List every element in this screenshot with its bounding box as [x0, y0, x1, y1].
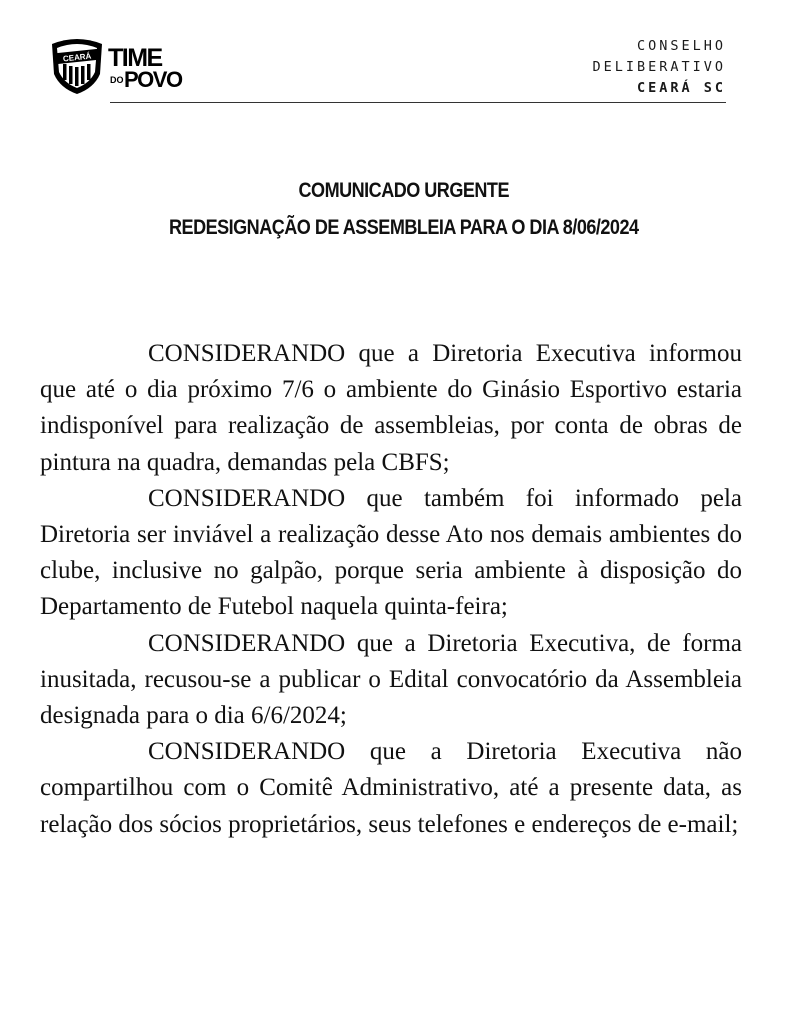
document-body — [40, 336, 742, 843]
logo-title: TIME — [108, 44, 162, 72]
logo-small-word: DO — [110, 75, 124, 85]
paragraph: CONSIDERANDO que também foi informado pela Diretoria ser inviável a realização desse Ato nos demais ambientes do clube, inclusive no galpão, porque seria ambiente à disposição do Departamento de Futebol naquela quinta-feira; — [40, 484, 742, 621]
document-title: COMUNICADO URGENTE — [298, 179, 509, 202]
council-line: DELIBERATIVO — [592, 59, 726, 75]
logo-badge-text: CEARÁ — [62, 51, 92, 64]
document-subtitle: REDESIGNAÇÃO DE ASSEMBLEIA PARA O DIA 8/06/2024 — [169, 216, 639, 239]
council-line: CEARÁ SC — [636, 80, 726, 96]
time-do-povo-logo — [50, 36, 220, 96]
document-titles — [55, 172, 753, 246]
council-name — [592, 36, 726, 99]
council-line: CONSELHO — [636, 38, 726, 54]
logo-word: POVO — [124, 67, 182, 92]
paragraph: CONSIDERANDO que a Diretoria Executiva não compartilhou com o Comitê Administrativo, até a presente data, as relação dos sócios proprietários, seus telefones e endereços de e-mail; — [40, 738, 742, 838]
header-divider — [110, 102, 726, 103]
paragraph: CONSIDERANDO que a Diretoria Executiva informou que até o dia próximo 7/6 o ambiente do Ginásio Esportivo estaria indisponível para realização de assembleias, por conta de obras de pintura na quadra, demandas pela CBFS; — [40, 340, 742, 476]
paragraph: CONSIDERANDO que a Diretoria Executiva, de forma inusitada, recusou-se a publicar o Edital convocatório da Assembleia designada para o dia 6/6/2024; — [40, 629, 742, 730]
page-header — [0, 0, 812, 110]
